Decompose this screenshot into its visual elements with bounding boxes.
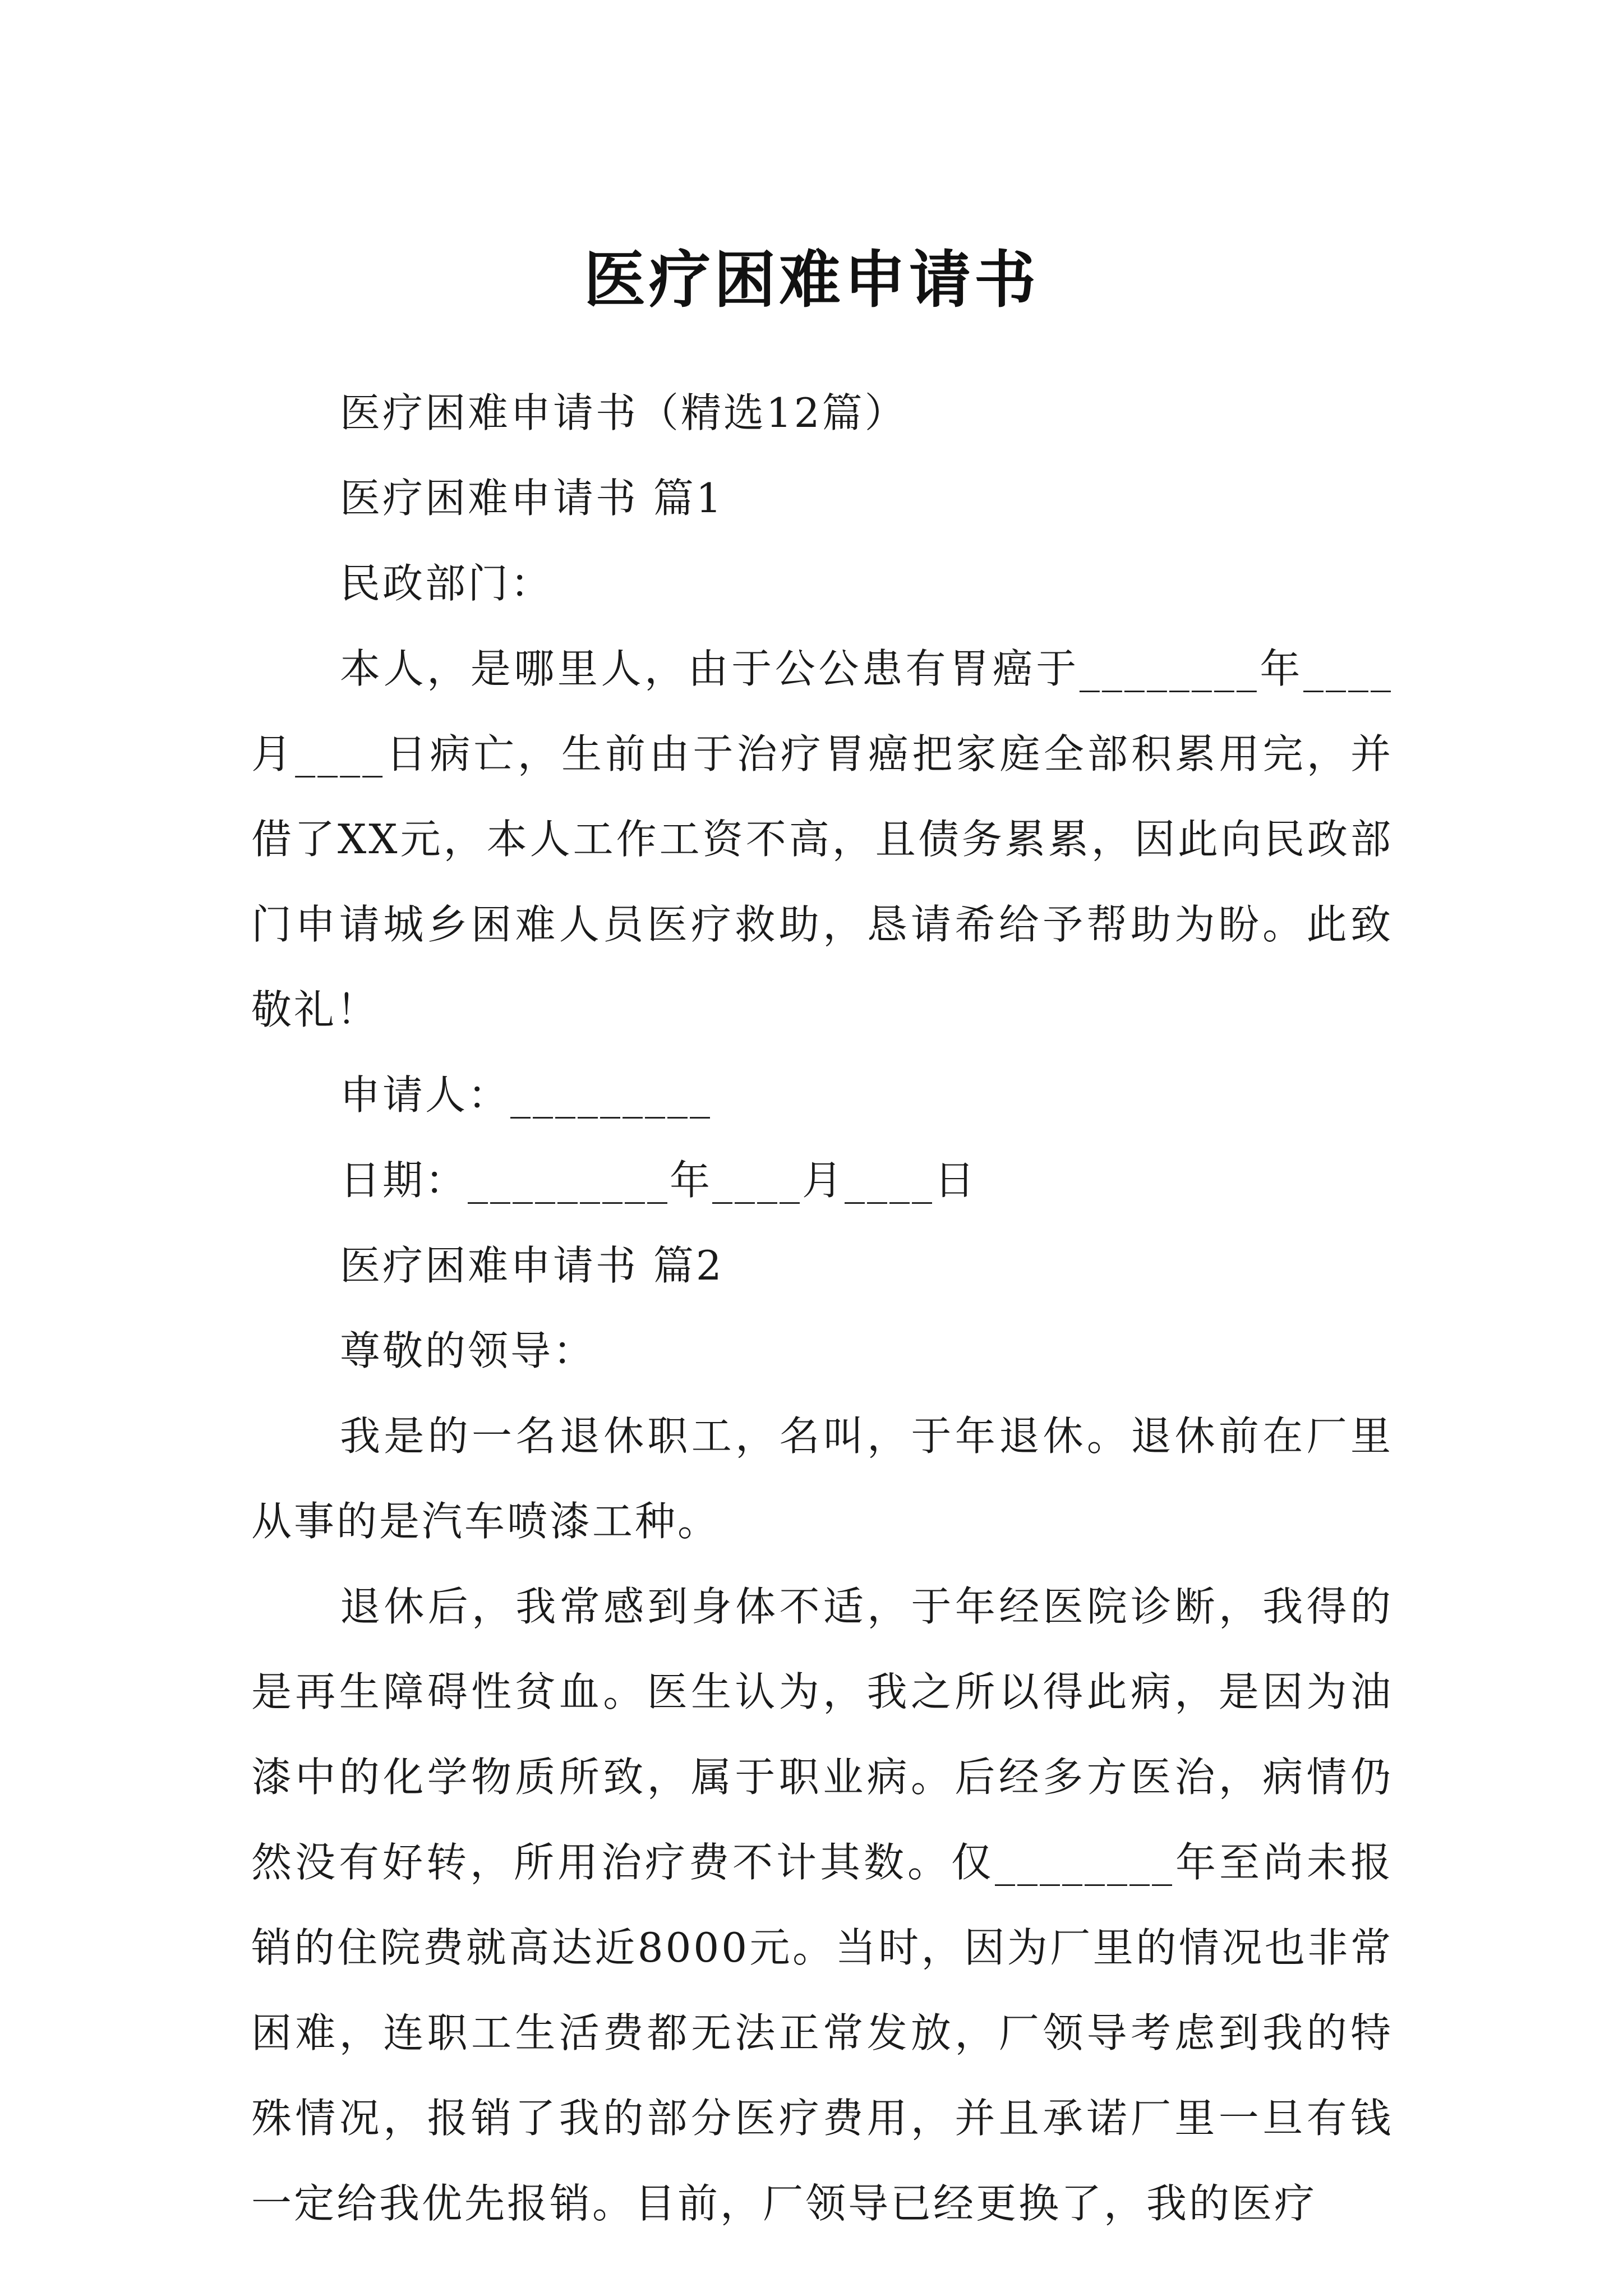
subtitle-paragraph: 医疗困难申请书（精选12篇） — [340, 389, 907, 436]
body-paragraph-3: 退休后，我常感到身体不适，于年经医院诊断，我得的是再生障碍性贫血。医生认为，我之所以得此病，是因为油漆中的化学物质所致，属于职业病。后经多方医治，病情仍然没有好转，所用治疗费不计其数。仅________年至尚未报销的住院费就高达近8000元。当时，因为厂里的情况也非常困难，连职工生活费都无法正常发放，厂领导考虑到我的特殊情况，报销了我的部分医疗费用，并且承诺厂里一旦有钱一定给我优先报销。目前，厂领导已经更换了，我的医疗 — [251, 1583, 1393, 2227]
date-line: 日期：_________年____月____日 — [340, 1157, 978, 1204]
body-paragraph-2: 我是的一名退休职工，名叫，于年退休。退休前在厂里从事的是汽车喷漆工种。 — [251, 1412, 1393, 1545]
body-paragraph: 本人，是哪里人，由于公公患有胃癌于________年____月____日病亡，生前由于治疗胃癌把家庭全部积累用完，并借了XX元，本人工作工资不高，且债务累累，因此向民政部门申请城乡困难人员医疗救助，恳请希给予帮助为盼。此致敬礼！ — [251, 645, 1393, 1033]
document-body — [251, 370, 1393, 2246]
salutation-paragraph: 民政部门： — [340, 560, 554, 607]
section-heading-2: 医疗困难申请书 篇2 — [340, 1242, 724, 1289]
document-title: 医疗困难申请书 — [584, 243, 1039, 316]
applicant-line: 申请人：_________ — [340, 1071, 713, 1119]
section-heading-1: 医疗困难申请书 篇1 — [340, 475, 724, 522]
salutation-paragraph-2: 尊敬的领导： — [340, 1327, 596, 1374]
